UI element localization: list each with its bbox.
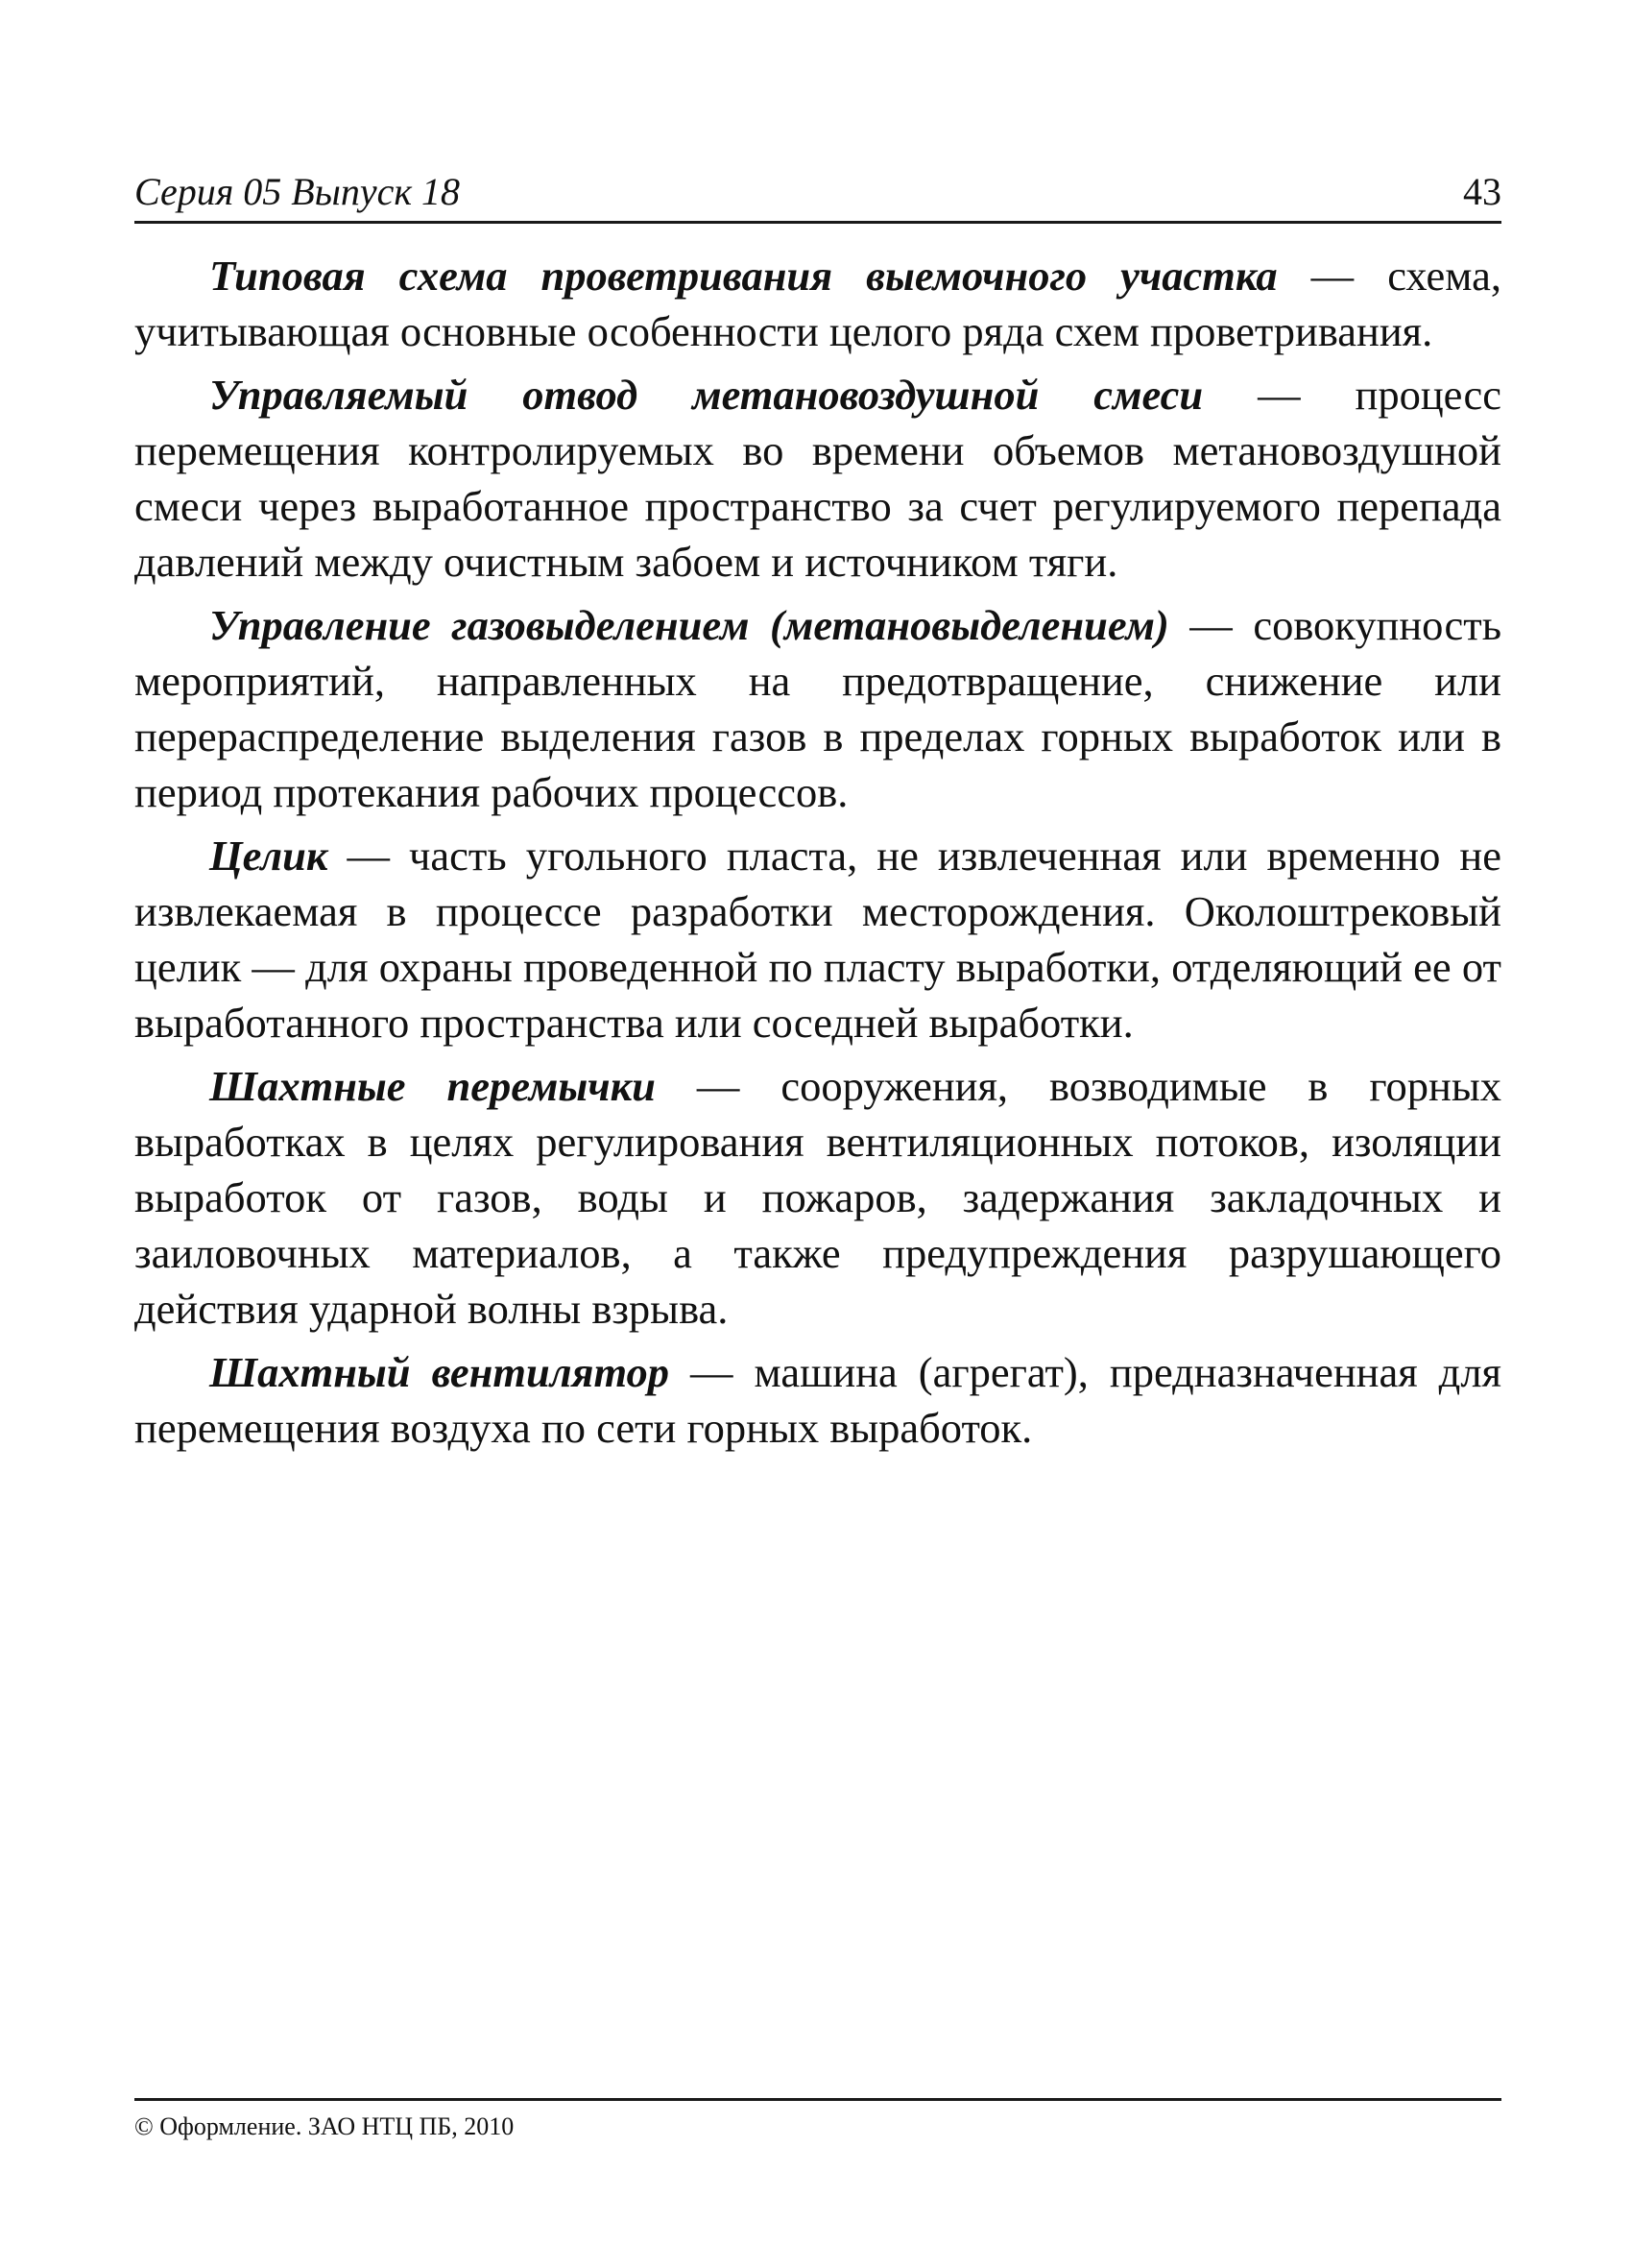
glossary-content	[134, 248, 1501, 1456]
glossary-entry	[134, 367, 1501, 590]
glossary-entry	[134, 828, 1501, 1050]
glossary-term: Целик	[209, 832, 328, 880]
glossary-definition: — схема, учитывающая основные особенности целого ряда схем проветривания.	[134, 252, 1501, 355]
glossary-entry	[134, 248, 1501, 359]
glossary-definition: — машина (агрегат), предназначенная для перемещения воздуха по сети горных выработок.	[134, 1348, 1501, 1452]
glossary-definition: — совокупность мероприятий, направленных на предотвращение, снижение или перераспределение выделения газов в пределах горных выработок или в период протекания рабочих процессов.	[134, 601, 1501, 816]
glossary-term: Типовая схема проветривания выемочного участка	[209, 252, 1278, 300]
page-number: 43	[1463, 170, 1501, 213]
glossary-term: Шахтный вентилятор	[209, 1348, 670, 1396]
glossary-entry	[134, 1344, 1501, 1456]
glossary-definition: — часть угольного пласта, не извлеченная или временно не извлекаемая в процессе разработки месторождения. Околоштрековый целик — для охраны проведенной по пласту выработки, отделяющий ее от выработанного пространства или соседней выработки.	[134, 832, 1501, 1047]
glossary-term: Управление газовыделением (метановыделением)	[209, 601, 1169, 649]
glossary-entry	[134, 1058, 1501, 1337]
glossary-entry	[134, 597, 1501, 820]
series-title: Серия 05 Выпуск 18	[134, 170, 461, 213]
glossary-term: Управляемый отвод метановоздушной смеси	[209, 371, 1204, 419]
glossary-term: Шахтные перемычки	[209, 1062, 656, 1110]
page-footer	[134, 2098, 1501, 2141]
page-header	[134, 161, 1501, 224]
copyright-notice: © Оформление. ЗАО НТЦ ПБ, 2010	[134, 2112, 515, 2140]
glossary-definition: — сооружения, возводимые в горных выработках в целях регулирования вентиляционных потоков, изоляции выработок от газов, воды и пожаров, задержания закладочных и заиловочных материалов, а также предупреждения разрушающего действия ударной волны взрыва.	[134, 1062, 1501, 1333]
glossary-definition: — процесс перемещения контролируемых во времени объемов метановоздушной смеси через выработанное пространство за счет регулируемого перепада давлений между очистным забоем и источником тяги.	[134, 371, 1501, 586]
